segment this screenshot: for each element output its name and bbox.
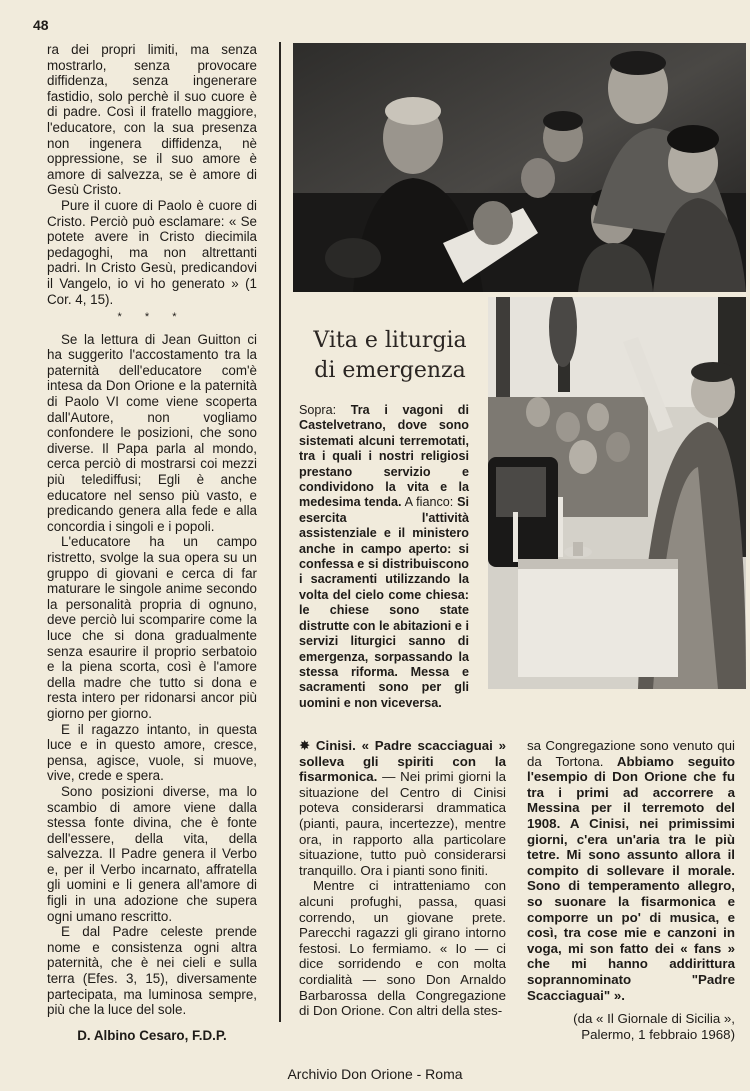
caption-prefix: Sopra: — [299, 403, 351, 417]
paragraph: ra dei propri limiti, ma senza mostrarlo, senza provocare diffidenza, senza ingenerare fastidio, solo perchè il suo cuore è di padre. Così il fratello maggiore, l'educatore, con la sua presenza non ingenera diffidenza, nè oppressione, se il suo amore è amore di salvezza, se è amore di Gesù Cristo. — [47, 42, 257, 198]
caption-mid: A fianco: — [401, 495, 458, 510]
photo-outdoor-mass — [488, 297, 746, 689]
headline-line-1: Vita e liturgia — [313, 328, 467, 353]
headline-line-2: di emergenza — [314, 358, 466, 383]
article-headline — [300, 326, 480, 386]
paragraph: Pure il cuore di Paolo è cuore di Cristo. Perciò può esclamare: « Se potete avere in Cristo diecimila pedagoghi, ma non altrettanti padri. In Cristo Gesù, predicandovi il Vangelo, io vi ho generato » (1 Cor. 4, 15). — [47, 197, 257, 307]
paragraph: Mentre ci intratteniamo con alcuni profughi, passa, quasi correndo, un giovane prete. Parecchi ragazzi gli girano intorno festosi. Lo fermiamo. « Io — ci dice sorridendo e con molta cordialità — sono Don Arnaldo Barbarossa della Congregazione di Don Orione. Con altri della stes- — [299, 878, 506, 1019]
photo-image — [293, 43, 746, 292]
paragraph — [527, 738, 735, 1003]
left-column — [47, 42, 257, 1043]
caption-text-2: Si esercita l'attività assistenziale e il ministero anche in campo aperto: si confessa e si distribuiscono i sacramenti utilizzando la volta del cielo come chiesa: le chiese sono state distrutte con le abitazioni e i servizi liturgici sanno di emergenza, sorpassando la stessa riforma. Messa e sacramenti sono per gli uomini e non viceversa. — [299, 495, 469, 710]
section-separator: * * * — [117, 311, 187, 324]
dateline-place: Cinisi. — [315, 738, 356, 753]
author-signature: D. Albino Cesaro, F.D.P. — [77, 1027, 227, 1043]
right-column — [527, 738, 735, 1042]
column-divider — [279, 42, 281, 1022]
paragraph: E il ragazzo intanto, in questa luce e in questo amore, cresce, pensa, agisce, vuole, si muove, vive, crede e spera. — [47, 721, 257, 784]
paragraph-bold: Abbiamo seguito l'esempio di Don Orione che fu tra i primi ad accorrere a Messina per il terremoto del 1908. A Cinisi, nei primissimi giorni, c'era un'aria tra le più tetre. Mi sono assunto allora il compito di sollevare il morale. Sono di temperamento allegro, so suonare la fisarmonica e comporre un po' di musica, e così, tra cose mie e canzoni in voga, mi son fatto dei « fans » che mi hanno addirittura soprannominato "Padre Scacciaguai" ». — [527, 753, 735, 1003]
photo-image — [488, 297, 746, 689]
paragraph-text: — Nei primi giorni la situazione del Centro di Cinisi poteva considerarsi drammatica (pianti, paura, incertezze), mentre ora, in rapporto alla particolare situazione, tutto può considerarsi tranquillo. Ora i pianti sono finiti. — [299, 769, 506, 878]
photo-caption — [299, 403, 469, 711]
paragraph-lead: sa Congregazione sono venuto qui da Tortona. — [527, 738, 735, 769]
paragraph: L'educatore ha un campo ristretto, svolge la sua opera su un gruppo di giovani e cerca di far maturare le singole anime secondo la personalità propria di ognuno, deve perciò lui scomparire come la luce che si dona gradualmente senza esaurire il proprio serbatoio e la piena scorta, così è l'amore della madre che tutto si dona e resta intero per ridonarsi ancor più giorno per giorno. — [47, 534, 257, 721]
subheading: « Padre scacciaguai » solleva gli spiriti con la fisarmonica. — [299, 738, 506, 785]
paragraph: Sono posizioni diverse, ma lo scambio di amore viene dalla stessa fonte divina, che è fonte dell'essere, della vita, della salvezza. Il Padre genera il Verbo e, per il Verbo incarnato, affratella gli uomini e li genera all'amore di figli in una adozione che supera ogni umano rescritto. — [47, 783, 257, 924]
page-number: 48 — [33, 17, 49, 33]
photo-priests-with-boys — [293, 43, 746, 292]
paragraph: E dal Padre celeste prende nome e consistenza ogni altra paternità, che è nei cieli e sulla terra (Efes. 3, 15), diversamente partecipata, ma luminosa sempre, più che la luce del sole. — [47, 924, 257, 1018]
caption-text-1: Tra i vagoni di Castelvetrano, dove sono sistemati alcuni terremotati, tra i quali i nostri religiosi prestano servizio e condividono la vita e la medesima tenda. — [299, 403, 469, 510]
source-credit: (da « Il Giornale di Sicilia », Palermo, 1 febbraio 1968) — [573, 1011, 735, 1042]
archive-footer: Archivio Don Orione - Roma — [287, 1066, 463, 1082]
middle-column — [299, 738, 506, 1019]
paragraph: Se la lettura di Jean Guitton ci ha suggerito l'accostamento tra la paternità dell'educatore com'è intesa da Don Orione e la paternità di Paolo VI come viene scoperta dall'Autore, non vogliamo confondere le posizioni, che sono diverse. Il Papa parla al mondo, cerca perciò di mostrarsi coi mezzi più telediffusi; Egli è anche educatore nel senso più vasto, e predicando genera alla fede e alla concordia i singoli e i popoli. — [47, 331, 257, 534]
paragraph — [299, 738, 506, 878]
bullet-icon: ✸ — [299, 738, 311, 753]
